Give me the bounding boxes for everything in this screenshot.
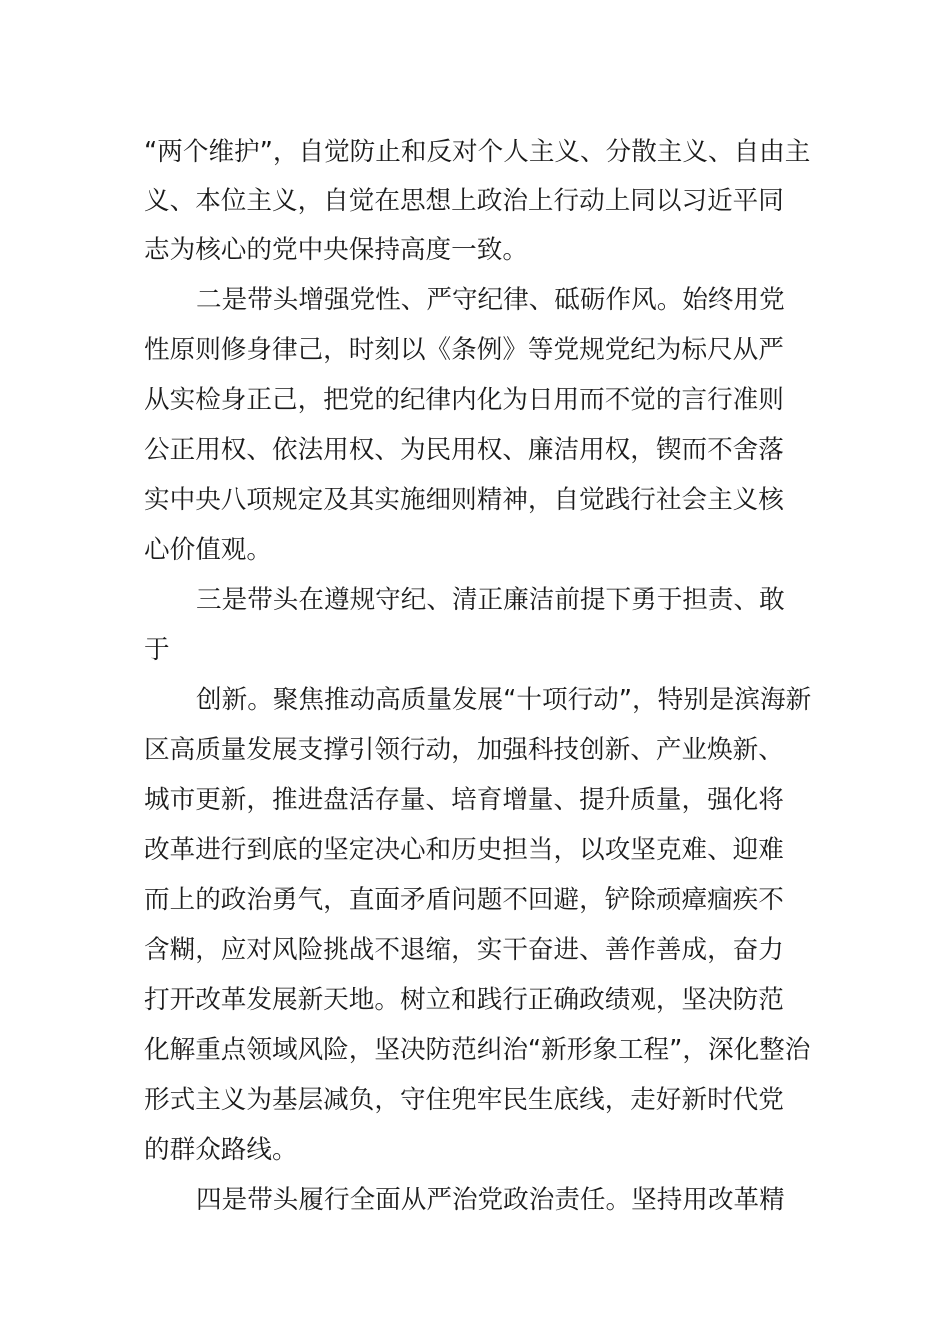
- text-line-17: 含糊，应对风险挑战不退缩，实干奋进、善作善成，奋力: [144, 935, 784, 965]
- text-line-8: 实中央八项规定及其实施细则精神，自觉践行社会主义核: [144, 485, 784, 515]
- text-line-7: 公正用权、依法用权、为民用权、廉洁用权，锲而不舍落: [144, 435, 784, 465]
- text-line-11: 于: [144, 635, 170, 665]
- text-line-20: 形式主义为基层减负，守住兜牢民生底线，走好新时代党: [144, 1085, 784, 1115]
- text-line-16: 而上的政治勇气，直面矛盾问题不回避，铲除顽瘴痼疾不: [144, 885, 784, 915]
- text-line-9: 心价值观。: [144, 535, 272, 565]
- text-line-14: 城市更新，推进盘活存量、培育增量、提升质量，强化将: [144, 785, 784, 815]
- paragraph-5-line-1: 四是带头履行全面从严治党政治责任。坚持用改革精: [196, 1185, 785, 1215]
- text-line-1: “两个维护”，自觉防止和反对个人主义、分散主义、自由主: [144, 137, 811, 167]
- text-line-19: 化解重点领域风险，坚决防范纠治“新形象工程”，深化整治: [144, 1035, 811, 1065]
- paragraph-3-line-1: 三是带头在遵规守纪、清正廉洁前提下勇于担责、敢: [196, 585, 785, 615]
- text-line-21: 的群众路线。: [144, 1135, 298, 1165]
- text-line-3: 志为核心的党中央保持高度一致。: [144, 235, 528, 265]
- text-line-2: 义、本位主义，自觉在思想上政治上行动上同以习近平同: [144, 186, 784, 216]
- paragraph-4-line-1: 创新。聚焦推动高质量发展“十项行动”，特别是滨海新: [196, 685, 812, 715]
- text-line-15: 改革进行到底的坚定决心和历史担当，以攻坚克难、迎难: [144, 835, 784, 865]
- text-line-13: 区高质量发展支撑引领行动，加强科技创新、产业焕新、: [144, 735, 784, 765]
- text-line-6: 从实检身正己，把党的纪律内化为日用而不觉的言行准则: [144, 385, 784, 415]
- text-line-18: 打开改革发展新天地。树立和践行正确政绩观，坚决防范: [144, 985, 784, 1015]
- text-line-5: 性原则修身律己，时刻以《条例》等党规党纪为标尺从严: [144, 335, 784, 365]
- paragraph-2-line-1: 二是带头增强党性、严守纪律、砥砺作风。始终用党: [196, 285, 785, 315]
